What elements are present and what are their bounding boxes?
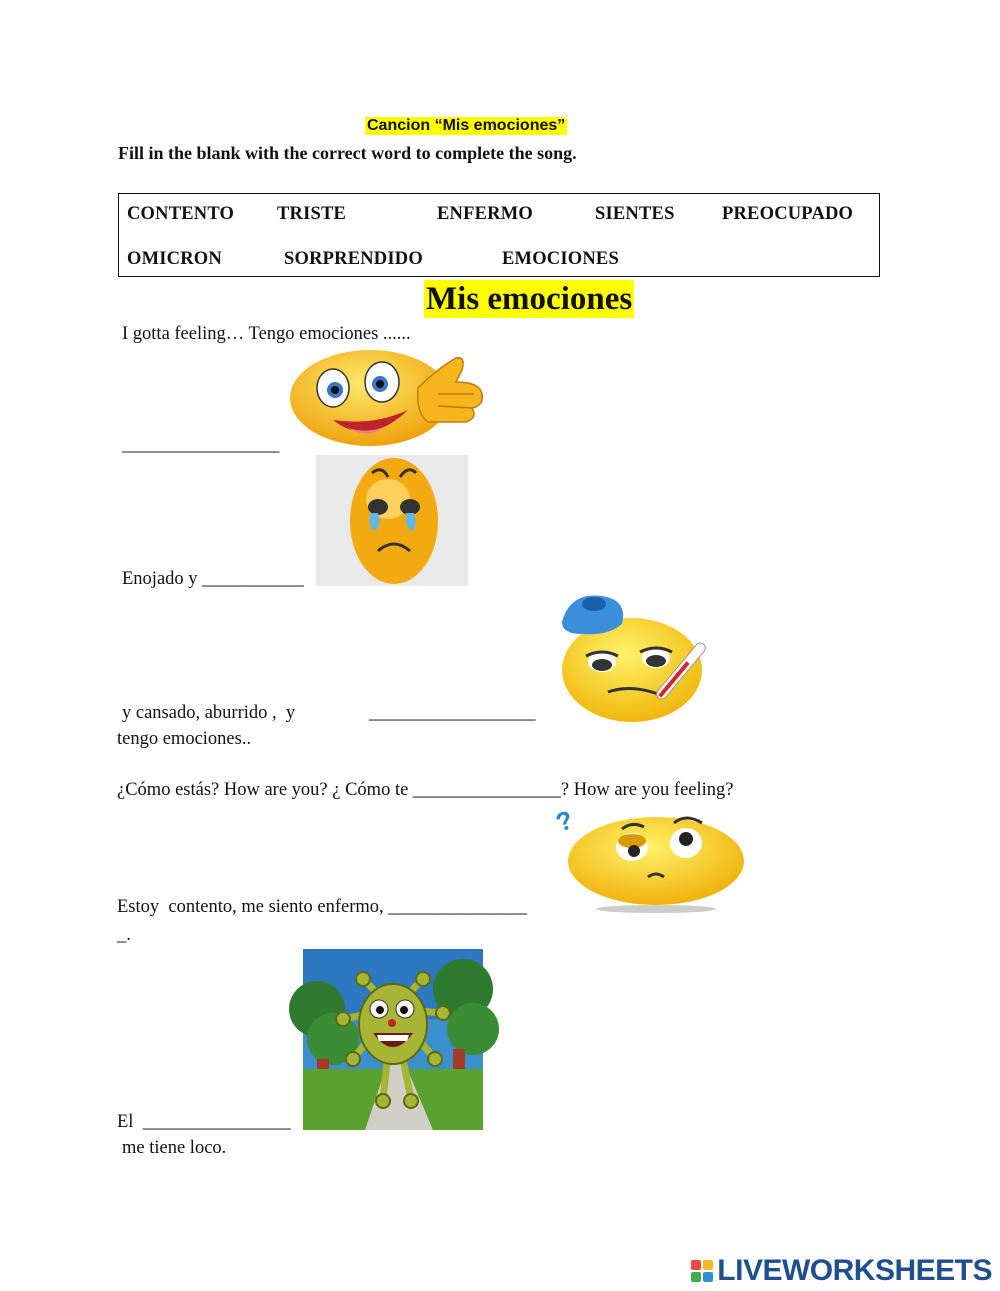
liveworksheets-logo: [691, 1254, 992, 1288]
lyric-line: I gotta feeling… Tengo emociones ......: [122, 324, 411, 344]
word-bank-item: TRISTE: [277, 204, 347, 224]
answer-blank[interactable]: _________________: [122, 435, 280, 455]
worksheet-title: Cancion “Mis emociones”: [367, 117, 566, 134]
song-heading: Mis emociones: [426, 281, 633, 317]
word-bank-item: ENFERMO: [437, 204, 533, 224]
answer-blank[interactable]: El ________________: [117, 1112, 291, 1132]
lyric-line: me tiene loco.: [122, 1138, 227, 1158]
word-bank-item: PREOCUPADO: [722, 204, 854, 224]
word-bank-item: SORPRENDIDO: [284, 249, 423, 269]
logo-mark-icon: [691, 1260, 713, 1282]
sick-thermometer-icon: [558, 590, 720, 722]
word-bank-item: OMICRON: [127, 249, 222, 269]
crying-sad-icon: [316, 455, 468, 586]
omicron-virus-icon: [303, 949, 483, 1130]
lyric-line: Enojado y ___________: [122, 569, 304, 589]
instructions: Fill in the blank with the correct word to complete the song.: [118, 143, 577, 163]
lyric-line: ¿Cómo estás? How are you? ¿ Cómo te ________________? How are you feeling?: [117, 780, 734, 800]
svg-text:?: ?: [551, 804, 577, 838]
word-bank-item: SIENTES: [595, 204, 675, 224]
answer-blank[interactable]: __________________: [369, 703, 536, 723]
confused-icon: [551, 804, 748, 913]
lyric-line: y cansado, aburrido , y: [122, 703, 296, 723]
lyric-line: Estoy contento, me siento enfermo, _______________: [117, 897, 528, 917]
lyric-line: tengo emociones..: [117, 729, 252, 749]
word-bank-item: CONTENTO: [127, 204, 235, 224]
happy-thumbs-up-icon: [288, 348, 488, 448]
word-bank-item: EMOCIONES: [502, 249, 619, 269]
lyric-line: _.: [117, 925, 131, 945]
logo-text: LIVEWORKSHEETS: [717, 1254, 992, 1287]
word-bank: [118, 193, 880, 277]
